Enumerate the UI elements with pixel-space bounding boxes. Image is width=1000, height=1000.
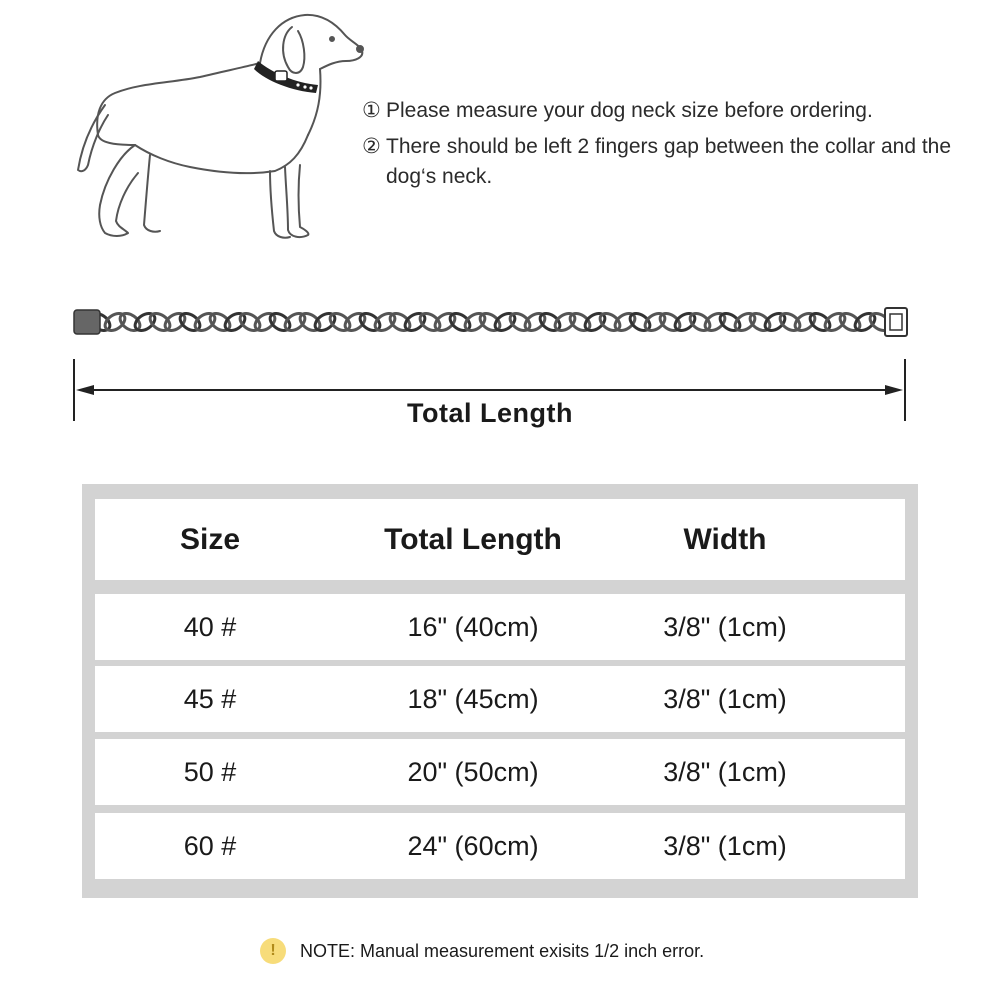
instruction-text: Please measure your dog neck size before ordering. [386, 99, 873, 122]
table-header-row [95, 499, 905, 580]
cell-total-length: 18" (45cm) [407, 683, 539, 714]
total-length-label: Total Length [407, 398, 573, 428]
size-table [82, 484, 918, 898]
warning-exclamation-icon: ! [260, 938, 286, 964]
table-row [95, 666, 905, 732]
cell-size: 45 # [183, 683, 237, 714]
cell-total-length: 24" (60cm) [407, 830, 539, 861]
instruction-1 [362, 96, 982, 126]
cell-width: 3/8" (1cm) [663, 683, 787, 714]
instructions [362, 96, 982, 198]
chain-clasp [885, 308, 907, 336]
instruction-number: ② [362, 135, 381, 158]
cell-size: 40 # [183, 611, 237, 642]
cell-total-length: 16" (40cm) [407, 611, 539, 642]
chain-collar-image [70, 295, 920, 350]
cell-size: 50 # [183, 756, 237, 787]
header-width: Width [683, 522, 767, 556]
instruction-text: There should be left 2 fingers gap between the collar and the dog‘s neck. [386, 135, 952, 188]
note [260, 936, 704, 966]
header-size: Size [179, 522, 241, 556]
instruction-2 [362, 132, 982, 192]
instruction-number: ① [362, 99, 381, 122]
note-text: NOTE: Manual measurement exisits 1/2 inch error. [300, 940, 705, 961]
collar-icon [254, 61, 318, 93]
cell-width: 3/8" (1cm) [663, 830, 787, 861]
dog-illustration [60, 5, 380, 255]
cell-width: 3/8" (1cm) [663, 611, 787, 642]
table-row [95, 813, 905, 879]
chain-end-cap [74, 310, 100, 334]
table-row [95, 739, 905, 805]
table-row [95, 594, 905, 660]
cell-size: 60 # [183, 830, 237, 861]
cell-total-length: 20" (50cm) [407, 756, 539, 787]
header-total-length: Total Length [384, 522, 562, 556]
cell-width: 3/8" (1cm) [663, 756, 787, 787]
